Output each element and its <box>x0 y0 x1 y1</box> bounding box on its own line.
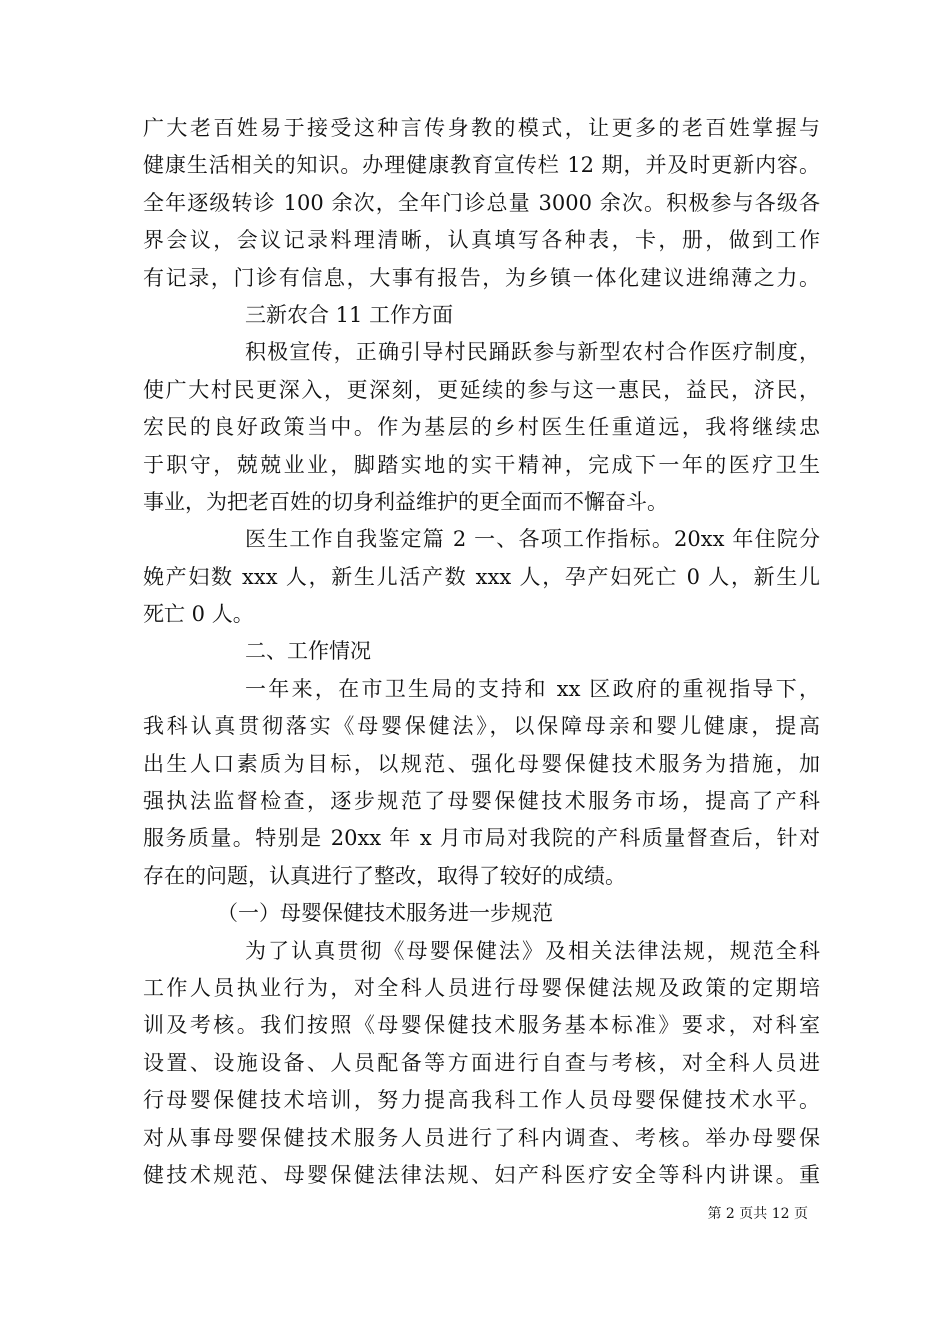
text-line: 使广大村民更深入，更深刻，更延续的参与这一惠民，益民，济民， <box>143 377 820 402</box>
text-line: 工作人员执业行为，对全科人员进行母婴保健法规及政策的定期培 <box>143 975 820 1000</box>
text-line: 出生人口素质为目标，以规范、强化母婴保健技术服务为措施，加 <box>143 751 820 776</box>
text-line: 存在的问题，认真进行了整改，取得了较好的成绩。 <box>143 863 626 888</box>
text-line: 医生工作自我鉴定篇 2 一、各项工作指标。20xx 年住院分 <box>245 527 820 552</box>
text-line: 广大老百姓易于接受这种言传身教的模式，让更多的老百姓掌握与 <box>143 116 820 140</box>
text-line: 全年逐级转诊 100 余次，全年门诊总量 3000 余次。积极参与各级各 <box>143 190 820 215</box>
text-line: 一年来，在市卫生局的支持和 xx 区政府的重视指导下， <box>245 676 820 701</box>
text-line: 为了认真贯彻《母婴保健法》及相关法律法规，规范全科 <box>245 938 820 963</box>
text-line: 强执法监督检查，逐步规范了母婴保健技术服务市场，提高了产科 <box>143 789 820 814</box>
text-line: 宏民的良好政策当中。作为基层的乡村医生任重道远，我将继续忠 <box>143 415 820 440</box>
text-line: 于职守，兢兢业业，脚踏实地的实干精神，完成下一年的医疗卫生 <box>143 452 820 477</box>
text-line: 服务质量。特别是 20xx 年 x 月市局对我院的产科质量督查后，针对 <box>143 826 820 851</box>
text-line: 二、工作情况 <box>245 639 371 664</box>
text-line: 对从事母婴保健技术服务人员进行了科内调查、考核。举办母婴保 <box>143 1125 820 1150</box>
text-line: 训及考核。我们按照《母婴保健技术服务基本标准》要求，对科室 <box>143 1013 820 1038</box>
text-line: 死亡 0 人。 <box>143 602 254 627</box>
text-line: 我科认真贯彻落实《母婴保健法》，以保障母亲和婴儿健康，提高 <box>143 714 820 739</box>
text-line: （一）母婴保健技术服务进一步规范 <box>217 901 553 926</box>
text-line: 娩产妇数 xxx 人，新生儿活产数 xxx 人，孕产妇死亡 0 人，新生儿 <box>143 564 820 589</box>
text-line: 事业，为把老百姓的切身利益维护的更全面而不懈奋斗。 <box>143 489 668 514</box>
text-line: 三新农合 11 工作方面 <box>245 302 454 327</box>
document-body <box>143 110 820 1194</box>
text-line: 健康生活相关的知识。办理健康教育宣传栏 12 期，并及时更新内容。 <box>143 153 820 178</box>
text-line: 健技术规范、母婴保健法律法规、妇产科医疗安全等科内讲课。重 <box>143 1162 820 1187</box>
text-line: 积极宣传，正确引导村民踊跃参与新型农村合作医疗制度， <box>245 340 820 365</box>
text-line: 行母婴保健技术培训，努力提高我科工作人员母婴保健技术水平。 <box>143 1088 820 1113</box>
page-number: 第 2 页共 12 页 <box>707 1206 808 1222</box>
text-line: 界会议，会议记录料理清晰，认真填写各种表，卡，册，做到工作 <box>143 228 820 253</box>
text-line: 有记录，门诊有信息，大事有报告，为乡镇一体化建议进绵薄之力。 <box>143 265 820 290</box>
text-line: 设置、设施设备、人员配备等方面进行自查与考核，对全科人员进 <box>143 1050 820 1075</box>
